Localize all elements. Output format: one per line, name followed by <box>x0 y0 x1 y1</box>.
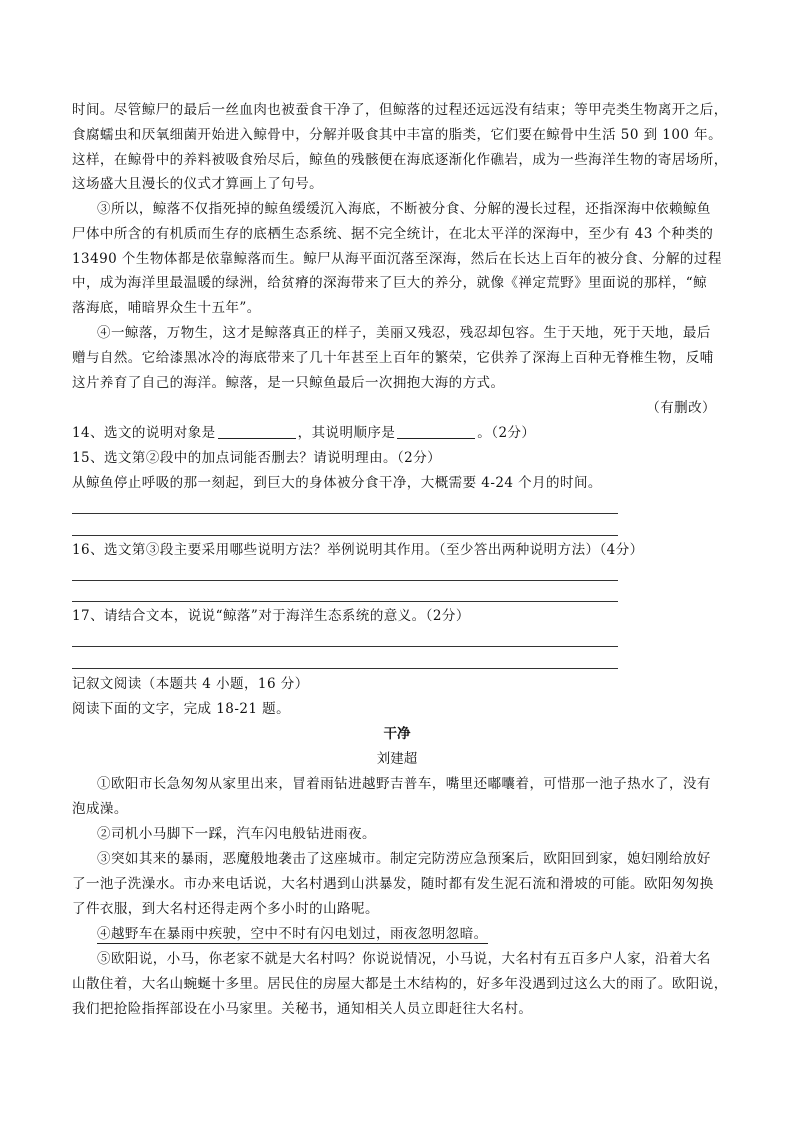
section-instruction: 阅读下面的文字，完成 18-21 题。 <box>72 701 291 717</box>
edit-note: （有删改） <box>646 400 716 416</box>
story-paragraph-3-line: ③突如其来的暴雨，恶魔般地袭击了这座城市。制定完防涝应急预案后，欧阳回到家，媳妇刚给放好 <box>97 851 711 867</box>
passage-line: 这样，在鲸骨中的养料被吸食殆尽后，鲸鱼的残骸便在海底逐渐化作礁岩，成为一些海洋生物的寄居场所， <box>72 152 728 168</box>
story-paragraph-3-line: 了一池子洗澡水。市办来电话说，大名村遇到山洪暴发，随时都有发生泥石流和滑坡的可能。欧阳匆匆换 <box>72 876 714 892</box>
answer-line[interactable] <box>72 580 618 581</box>
answer-blank-object[interactable] <box>218 424 296 439</box>
question-16: 16、选文第③段主要采用哪些说明方法？举例说明其作用。（至少答出两种说明方法）（4分） <box>72 542 644 558</box>
story-paragraph-2: ②司机小马脚下一踩，汽车闪电般钻进雨夜。 <box>97 826 376 842</box>
question-14-part-c: 。（2分） <box>477 425 536 441</box>
paragraph-4-line: 这片养育了自己的海洋。鲸落，是一只鲸鱼最后一次拥抱大海的方式。 <box>72 375 505 391</box>
story-author: 刘建超 <box>376 751 418 767</box>
story-paragraph-1-line: 泡成澡。 <box>72 801 128 817</box>
story-paragraph-5-line: ⑤欧阳说，小马，你老家不就是大名村吗？你说说情况，小马说，大名村有五百多户人家，沿着大名 <box>97 951 711 967</box>
question-17: 17、请结合文本，说说“鲸落”对于海洋生态系统的意义。（2分） <box>72 608 470 624</box>
passage-line: 时间。尽管鲸尸的最后一丝血肉也被蚕食干净了，但鲸落的过程还远远没有结束；等甲壳类生物离开之后， <box>72 102 728 118</box>
paragraph-4-line: ④一鲸落，万物生，这才是鲸落真正的样子，美丽又残忍，残忍却包容。生于天地，死于天地，最后 <box>97 325 711 341</box>
answer-line[interactable] <box>72 513 618 514</box>
answer-line[interactable] <box>72 668 618 669</box>
passage-line: 食腐蠕虫和厌氧细菌开始进入鲸骨中，分解并吸食其中丰富的脂类，它们要在鲸骨中生活 50 到 100 年。 <box>72 127 723 143</box>
answer-line[interactable] <box>72 535 618 536</box>
paragraph-3-line: 落海底，哺暗界众生十五年”。 <box>72 300 261 316</box>
question-15: 15、选文第②段中的加点词能否删去？请说明理由。（2分） <box>72 450 442 466</box>
paragraph-4-line: 赠与自然。它给漆黑冰冷的海底带来了几十年甚至上百年的繁荣，它供养了深海上百种无脊椎生物，反哺 <box>72 350 714 366</box>
question-14-part-b: ，其说明顺序是 <box>297 425 396 441</box>
underlined-sentence: ④越野车在暴雨中疾驶，空中不时有闪电划过，雨夜忽明忽暗。 <box>97 926 488 942</box>
question-14 <box>72 421 724 445</box>
paragraph-3-line: ③所以，鲸落不仅指死掉的鲸鱼缓缓沉入海底，不断被分食、分解的漫长过程，还指深海中依赖鲸鱼 <box>97 201 711 217</box>
question-15-quote: 从鲸鱼停止呼吸的那一刻起，到巨大的身体被分食干净，大概需要 4-24 个月的时间。 <box>72 475 602 491</box>
passage-line: 这场盛大且漫长的仪式才算画上了句号。 <box>72 176 324 192</box>
story-paragraph-4 <box>97 922 724 946</box>
story-title: 干净 <box>383 726 411 742</box>
question-14-part-a: 14、选文的说明对象是 <box>72 425 216 441</box>
story-paragraph-5-line: 山散住着，大名山蜿蜒十多里。居民住的房屋大都是土木结构的，好多年没遇到过这么大的雨了。欧阳说， <box>72 976 728 992</box>
answer-blank-order[interactable] <box>397 424 475 439</box>
paragraph-3-line: 尸体中所含的有机质而生存的底栖生态系统、据不完全统计，在北太平洋的深海中，至少有 43 个种类的 <box>72 226 714 242</box>
answer-line[interactable] <box>72 646 618 647</box>
section-heading: 记叙文阅读（本题共 4 小题，16 分） <box>72 676 309 692</box>
answer-line[interactable] <box>72 601 618 602</box>
story-paragraph-3-line: 了件衣服，到大名村还得走两个多小时的山路呢。 <box>72 901 379 917</box>
story-paragraph-5-line: 我们把抢险指挥部设在小马家里。关秘书，通知相关人员立即赶往大名村。 <box>72 1001 533 1017</box>
paragraph-3-line: 13490 个生物体都是依靠鲸落而生。鲸尸从海平面沉落至深海，然后在长达上百年的被分食、分解的过程 <box>72 251 722 267</box>
story-paragraph-1-line: ①欧阳市长急匆匆从家里出来，冒着雨钻进越野吉普车，嘴里还嘟囔着，可惜那一池子热水了，没有 <box>97 776 711 792</box>
paragraph-3-line: 中，成为海洋里最温暖的绿洲，给贫瘠的深海带来了巨大的养分，就像《禅定荒野》里面说的那样，“鲸 <box>72 275 708 291</box>
